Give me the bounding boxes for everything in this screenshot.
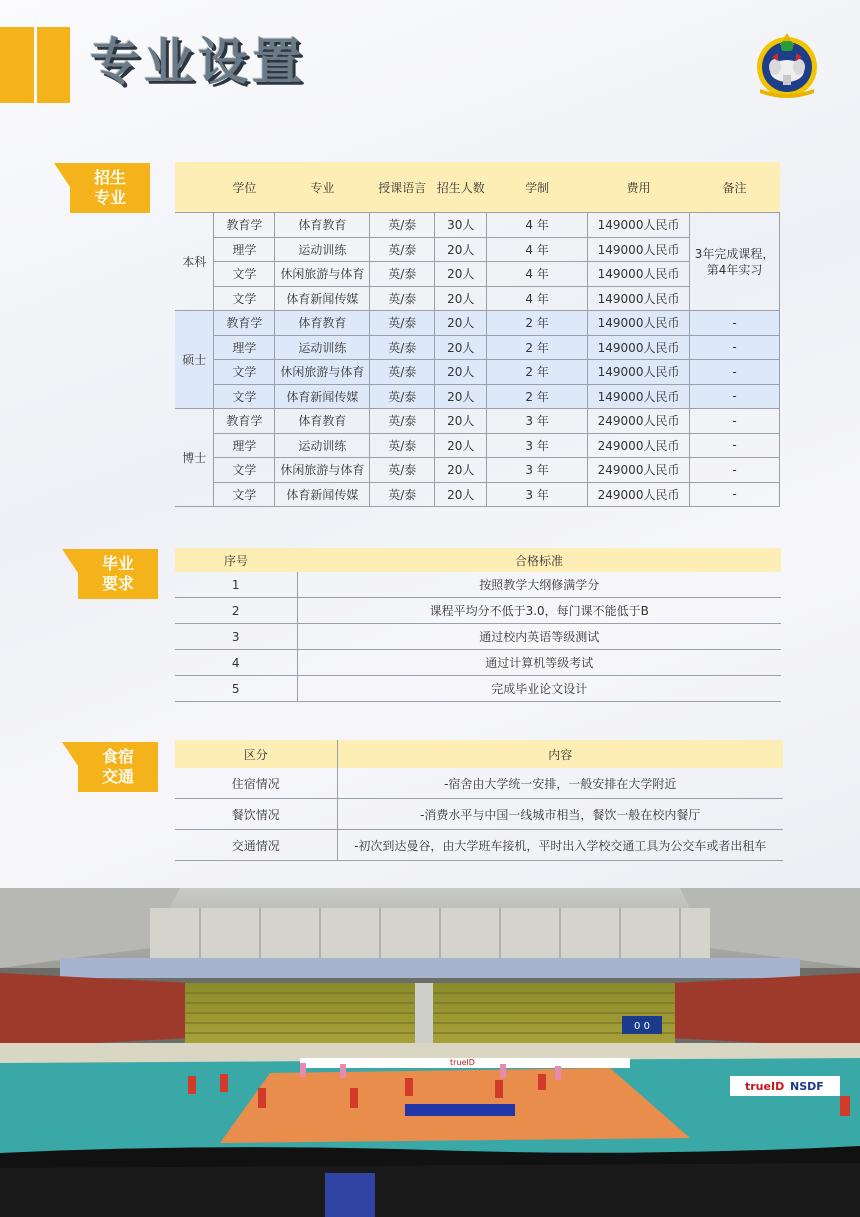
category-cell: 交通情况: [175, 830, 337, 861]
major-cell: 运动训练: [275, 335, 370, 360]
section-tag-line: 食宿: [101, 747, 134, 766]
table-row: [175, 213, 780, 238]
index-cell: 3: [175, 624, 297, 650]
banner-text: trueID: [745, 1080, 785, 1093]
section-tag-line: 毕业: [101, 554, 134, 573]
major-cell: 运动训练: [275, 237, 370, 262]
lang-cell: 英/泰: [370, 458, 435, 483]
count-cell: 20人: [435, 482, 487, 507]
fee-cell: 249000人民币: [588, 482, 690, 507]
years-cell: 3 年: [487, 433, 588, 458]
column-header: 授课语言: [370, 162, 435, 213]
field-cell: 理学: [214, 335, 275, 360]
lang-cell: 英/泰: [370, 311, 435, 336]
lang-cell: 英/泰: [370, 237, 435, 262]
years-cell: 2 年: [487, 311, 588, 336]
column-header: 招生人数: [435, 162, 487, 213]
count-cell: 20人: [435, 311, 487, 336]
count-cell: 20人: [435, 286, 487, 311]
index-cell: 5: [175, 676, 297, 702]
lang-cell: 英/泰: [370, 262, 435, 287]
years-cell: 4 年: [487, 286, 588, 311]
table-header-row: [175, 548, 781, 572]
field-cell: 文学: [214, 458, 275, 483]
major-cell: 体育教育: [275, 409, 370, 434]
major-cell: 体育新闻传媒: [275, 384, 370, 409]
accent-bar: [0, 27, 34, 103]
note-cell: 3年完成课程，第4年实习: [690, 213, 780, 311]
count-cell: 20人: [435, 409, 487, 434]
field-cell: 文学: [214, 262, 275, 287]
field-cell: 文学: [214, 482, 275, 507]
page-title: 专业设置: [90, 33, 306, 91]
major-cell: 体育教育: [275, 311, 370, 336]
count-cell: 20人: [435, 433, 487, 458]
fee-cell: 249000人民币: [588, 458, 690, 483]
scoreboard-score: 0 0: [634, 1021, 650, 1032]
section-tag-line: 专业: [93, 188, 126, 207]
table-row: [175, 650, 781, 676]
table-row: [175, 458, 780, 483]
major-cell: 体育新闻传媒: [275, 286, 370, 311]
table-row: [175, 360, 780, 385]
major-cell: 休闲旅游与体育: [275, 360, 370, 385]
years-cell: 2 年: [487, 360, 588, 385]
graduation-table: [175, 548, 781, 702]
fee-cell: 149000人民币: [588, 262, 690, 287]
major-cell: 体育新闻传媒: [275, 482, 370, 507]
note-cell: -: [690, 433, 780, 458]
fee-cell: 249000人民币: [588, 433, 690, 458]
table-row: [175, 572, 781, 598]
note-cell: -: [690, 311, 780, 336]
fee-cell: 149000人民币: [588, 335, 690, 360]
major-cell: 休闲旅游与体育: [275, 262, 370, 287]
field-cell: 教育学: [214, 311, 275, 336]
column-header: [175, 162, 214, 213]
table-header-row: [175, 740, 783, 768]
fee-cell: 149000人民币: [588, 384, 690, 409]
table-row: [175, 676, 781, 702]
university-emblem-icon: [750, 27, 824, 101]
table-row: [175, 286, 780, 311]
table-row: [175, 409, 780, 434]
note-cell: -: [690, 360, 780, 385]
years-cell: 2 年: [487, 384, 588, 409]
table-row: [175, 830, 783, 861]
table-row: [175, 598, 781, 624]
field-cell: 理学: [214, 433, 275, 458]
count-cell: 20人: [435, 335, 487, 360]
table-row: [175, 433, 780, 458]
lang-cell: 英/泰: [370, 335, 435, 360]
field-cell: 教育学: [214, 409, 275, 434]
banner-text: trueID: [450, 1058, 475, 1067]
fee-cell: 149000人民币: [588, 360, 690, 385]
accent-bar: [37, 27, 70, 103]
section-tag-line: 招生: [93, 168, 126, 187]
note-cell: -: [690, 409, 780, 434]
years-cell: 3 年: [487, 458, 588, 483]
count-cell: 20人: [435, 262, 487, 287]
years-cell: 4 年: [487, 213, 588, 238]
section-tag-line: 交通: [101, 767, 134, 786]
note-cell: -: [690, 482, 780, 507]
column-header: 学位: [214, 162, 275, 213]
count-cell: 20人: [435, 237, 487, 262]
index-cell: 1: [175, 572, 297, 598]
lang-cell: 英/泰: [370, 409, 435, 434]
count-cell: 20人: [435, 360, 487, 385]
column-header: 备注: [690, 162, 780, 213]
field-cell: 文学: [214, 286, 275, 311]
column-header: 学制: [487, 162, 588, 213]
field-cell: 文学: [214, 384, 275, 409]
years-cell: 3 年: [487, 482, 588, 507]
section-tag-line: 要求: [101, 574, 134, 593]
years-cell: 2 年: [487, 335, 588, 360]
table-header-row: [175, 162, 780, 213]
lang-cell: 英/泰: [370, 384, 435, 409]
field-cell: 理学: [214, 237, 275, 262]
living-table: [175, 740, 783, 861]
table-row: [175, 262, 780, 287]
table-row: [175, 799, 783, 830]
count-cell: 20人: [435, 384, 487, 409]
field-cell: 教育学: [214, 213, 275, 238]
table-row: [175, 237, 780, 262]
index-cell: 2: [175, 598, 297, 624]
major-cell: 运动训练: [275, 433, 370, 458]
column-header: 专业: [275, 162, 370, 213]
column-header: 序号: [175, 548, 297, 572]
lang-cell: 英/泰: [370, 213, 435, 238]
count-cell: 30人: [435, 213, 487, 238]
fee-cell: 149000人民币: [588, 213, 690, 238]
fee-cell: 149000人民币: [588, 237, 690, 262]
column-header: 费用: [588, 162, 690, 213]
lang-cell: 英/泰: [370, 286, 435, 311]
count-cell: 20人: [435, 458, 487, 483]
category-cell: 餐饮情况: [175, 799, 337, 830]
criteria-cell: 按照教学大纲修满学分: [297, 572, 781, 598]
section-tag-graduation: [78, 549, 158, 599]
degree-cell: 硕士: [175, 311, 214, 409]
admissions-table: [175, 162, 780, 507]
field-cell: 文学: [214, 360, 275, 385]
fee-cell: 149000人民币: [588, 311, 690, 336]
banner-text: NSDF: [790, 1080, 824, 1093]
category-cell: 住宿情况: [175, 768, 337, 799]
arena-photo: [0, 888, 860, 1217]
note-cell: -: [690, 458, 780, 483]
major-cell: 休闲旅游与体育: [275, 458, 370, 483]
criteria-cell: 通过校内英语等级测试: [297, 624, 781, 650]
note-cell: -: [690, 335, 780, 360]
fee-cell: 149000人民币: [588, 286, 690, 311]
column-header: 合格标准: [297, 548, 781, 572]
table-row: [175, 311, 780, 336]
section-tag-admissions: [70, 163, 150, 213]
table-row: [175, 482, 780, 507]
fee-cell: 249000人民币: [588, 409, 690, 434]
degree-cell: 本科: [175, 213, 214, 311]
column-header: 内容: [337, 740, 783, 768]
note-cell: -: [690, 384, 780, 409]
years-cell: 4 年: [487, 237, 588, 262]
major-cell: 体育教育: [275, 213, 370, 238]
criteria-cell: 通过计算机等级考试: [297, 650, 781, 676]
lang-cell: 英/泰: [370, 433, 435, 458]
content-cell: -消费水平与中国一线城市相当，餐饮一般在校内餐厅: [337, 799, 783, 830]
section-tag-living: [78, 742, 158, 792]
years-cell: 4 年: [487, 262, 588, 287]
table-row: [175, 768, 783, 799]
column-header: 区分: [175, 740, 337, 768]
degree-cell: 博士: [175, 409, 214, 507]
lang-cell: 英/泰: [370, 482, 435, 507]
criteria-cell: 课程平均分不低于3.0，每门课不能低于B: [297, 598, 781, 624]
content-cell: -宿舍由大学统一安排，一般安排在大学附近: [337, 768, 783, 799]
content-cell: -初次到达曼谷，由大学班车接机，平时出入学校交通工具为公交车或者出租车: [337, 830, 783, 861]
lang-cell: 英/泰: [370, 360, 435, 385]
table-row: [175, 384, 780, 409]
index-cell: 4: [175, 650, 297, 676]
criteria-cell: 完成毕业论文设计: [297, 676, 781, 702]
years-cell: 3 年: [487, 409, 588, 434]
table-row: [175, 624, 781, 650]
table-row: [175, 335, 780, 360]
